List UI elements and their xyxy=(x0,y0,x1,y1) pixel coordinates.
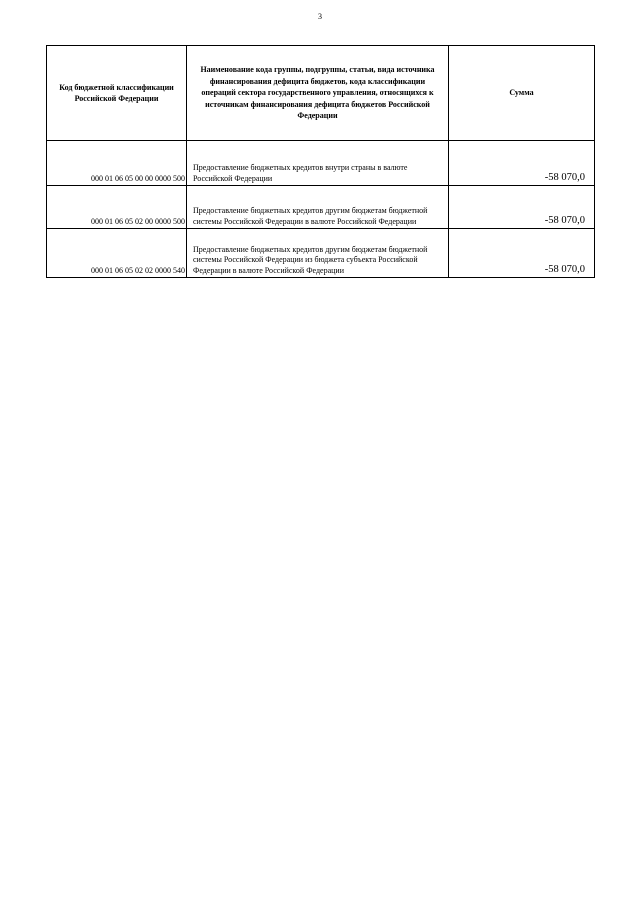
header-code: Код бюджетной классификации Российской Федерации xyxy=(47,46,187,141)
row-code: 000 01 06 05 02 00 0000 500 xyxy=(47,186,187,229)
table-row xyxy=(47,229,595,278)
row-name: Предоставление бюджетных кредитов другим бюджетам бюджетной системы Российской Федерации из бюджета субъекта Российской Федерации в валюте Российской Федерации xyxy=(187,229,449,278)
row-code: 000 01 06 05 02 02 0000 540 xyxy=(47,229,187,278)
row-sum: -58 070,0 xyxy=(449,229,595,278)
row-code: 000 01 06 05 00 00 0000 500 xyxy=(47,146,187,186)
header-name: Наименование кода группы, подгруппы, статьи, вида источника финансирования дефицита бюджетов, кода классификации операций сектора государственного управления, относящихся к источникам финансирования дефицита бюджетов Российской Федерации xyxy=(187,46,449,141)
table-header-row xyxy=(47,46,595,141)
row-name: Предоставление бюджетных кредитов внутри страны в валюте Российской Федерации xyxy=(187,146,449,186)
table-row xyxy=(47,146,595,186)
budget-sources-table xyxy=(46,45,595,278)
row-sum: -58 070,0 xyxy=(449,146,595,186)
header-sum: Сумма xyxy=(449,46,595,141)
row-sum: -58 070,0 xyxy=(449,186,595,229)
page-number: 3 xyxy=(318,12,322,21)
row-name: Предоставление бюджетных кредитов другим бюджетам бюджетной системы Российской Федерации в валюте Российской Федерации xyxy=(187,186,449,229)
table-row xyxy=(47,186,595,229)
